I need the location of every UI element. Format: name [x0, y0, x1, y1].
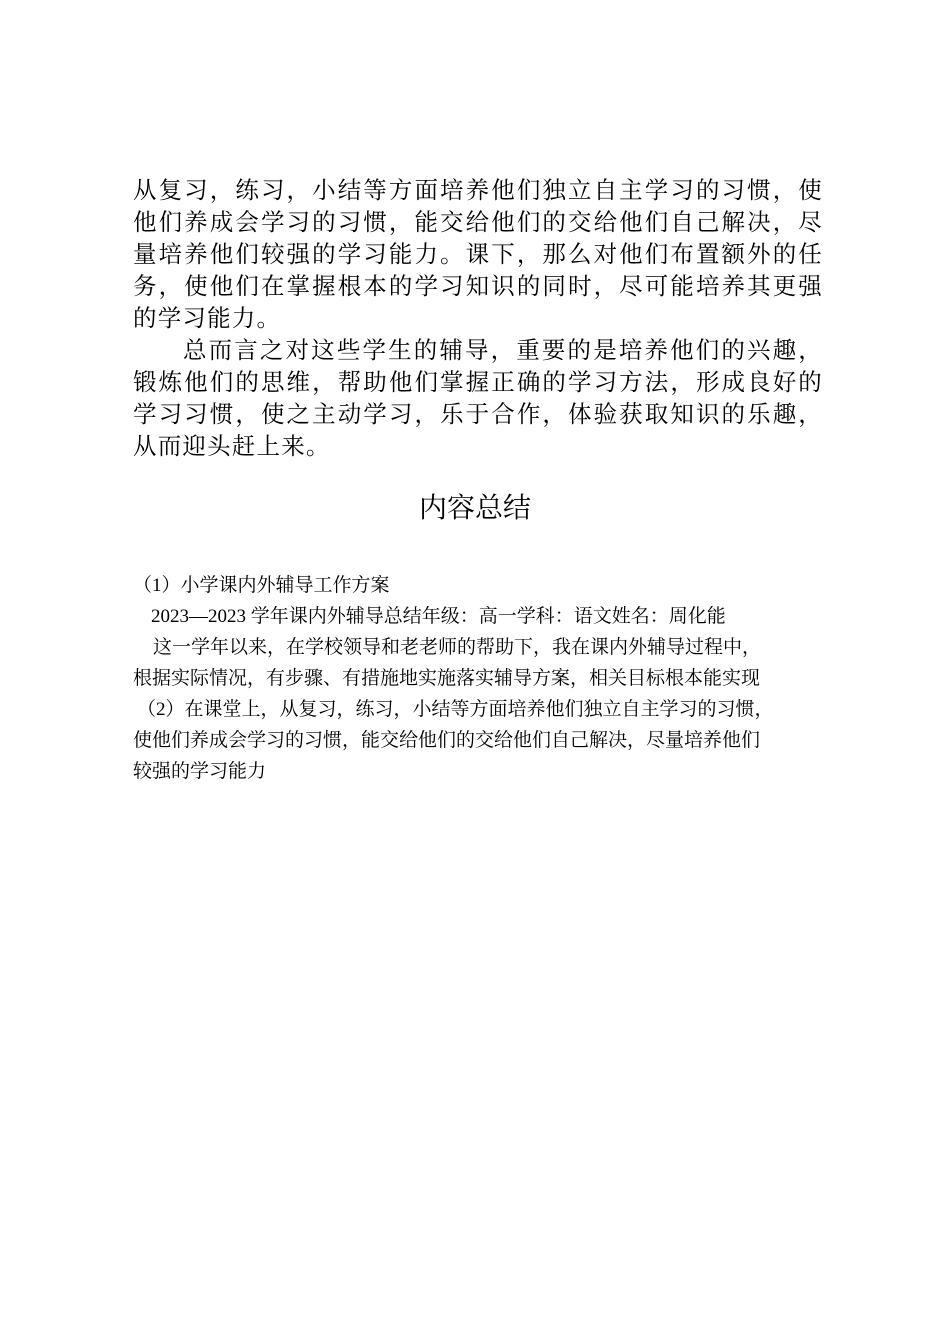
- summary-title: 内容总结: [418, 491, 531, 524]
- summary-line: 2023—2023 学年课内外辅导总结年级：高一学科：语文姓名：周化能: [151, 606, 726, 627]
- body-text: [133, 174, 823, 462]
- summary-line: 使他们养成会学习的习惯，能交给他们的交给他们自己解决，尽量培养他们: [133, 730, 761, 751]
- paragraph-conclusion: 总而言之对这些学生的辅导，重要的是培养他们的兴趣，锻炼他们的思维，帮助他们掌握正确的学习方法，形成良好的学习习惯，使之主动学习，乐于合作，体验获取知识的乐趣，从而迎头赶上来。: [133, 336, 823, 460]
- summary-line: （1）小学课内外辅导工作方案: [133, 575, 390, 596]
- summary-line: 根据实际情况，有步骤、有措施地实施落实辅导方案，相关目标根本能实现: [133, 668, 761, 689]
- summary-section: [133, 570, 828, 787]
- summary-line: （2）在课堂上，从复习，练习，小结等方面培养他们独立自主学习的习惯，: [137, 699, 774, 720]
- paragraph-continued: 从复习，练习，小结等方面培养他们独立自主学习的习惯，使他们养成会学习的习惯，能交给他们的交给他们自己解决，尽量培养他们较强的学习能力。课下，那么对他们布置额外的任务，使他们在掌握根本的学习知识的同时，尽可能培养其更强的学习能力。: [133, 176, 823, 332]
- summary-line: 较强的学习能力: [133, 761, 267, 782]
- summary-line: 这一学年以来，在学校领导和老老师的帮助下，我在课内外辅导过程中，: [153, 637, 762, 658]
